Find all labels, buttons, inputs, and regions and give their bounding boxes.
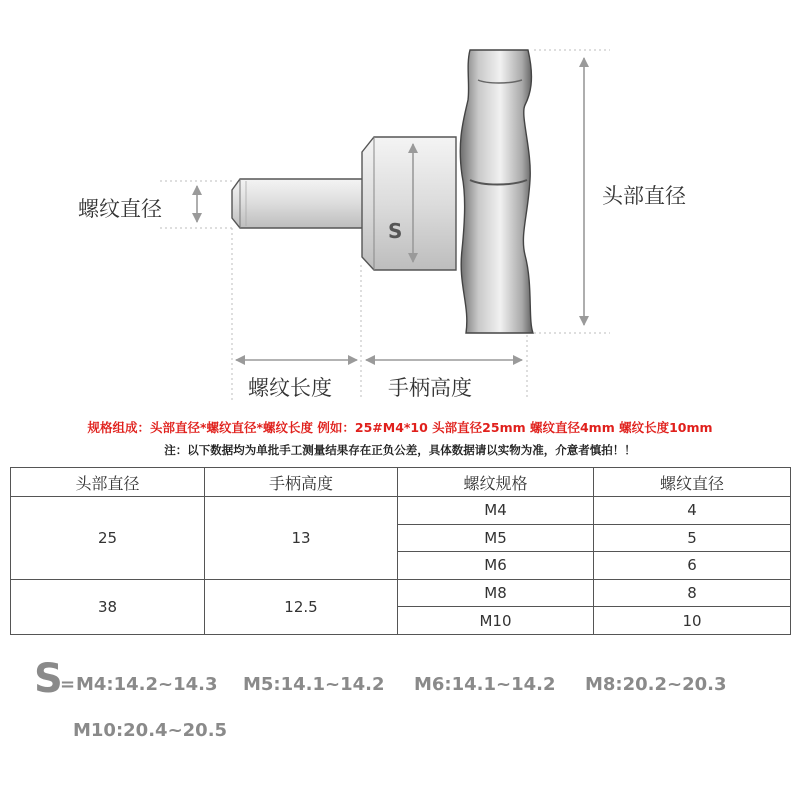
s-mark-label: S <box>388 219 403 243</box>
handle-height-cell: 13 <box>205 497 398 580</box>
thread-spec-cell: M8 <box>398 579 594 607</box>
header-thread-diameter: 螺纹直径 <box>594 468 791 497</box>
thread-spec-cell: M5 <box>398 524 594 552</box>
thread-length-label: 螺纹长度 <box>248 376 332 400</box>
s-equals: = <box>60 674 76 695</box>
s-value-m8: M8:20.2~20.3 <box>585 674 727 695</box>
spec-format-text: 规格组成：头部直径*螺纹直径*螺纹长度 例如：25#M4*10 头部直径25mm 螺纹直径4mm 螺纹长度10mm <box>87 420 713 435</box>
table-header-row <box>11 468 791 497</box>
thread-diameter-cell: 8 <box>594 579 791 607</box>
handle-height-cell: 12.5 <box>205 579 398 634</box>
head-diameter-label: 头部直径 <box>602 184 686 208</box>
handle-height-label: 手柄高度 <box>388 376 472 400</box>
s-value-m10: M10:20.4~20.5 <box>73 720 228 741</box>
thread-spec-cell: M6 <box>398 552 594 580</box>
thread-diameter-label: 螺纹直径 <box>78 197 162 221</box>
thread-diameter-cell: 6 <box>594 552 791 580</box>
s-symbol: S <box>34 656 63 702</box>
header-thread-spec: 螺纹规格 <box>398 468 594 497</box>
thread-diameter-cell: 4 <box>594 497 791 525</box>
head-diameter-cell: 38 <box>11 579 205 634</box>
handle-wing <box>460 50 533 333</box>
s-value-m5: M5:14.1~14.2 <box>243 674 385 695</box>
header-head-diameter: 头部直径 <box>11 468 205 497</box>
measurement-note: 注：以下数据均为单批手工测量结果存在正负公差，具体数据请以实物为准，介意者慎拍！！ <box>164 443 636 457</box>
thread-spec-cell: M4 <box>398 497 594 525</box>
table-row <box>11 579 791 607</box>
thread-diameter-cell: 10 <box>594 607 791 635</box>
thread-shaft <box>232 179 368 228</box>
spec-table <box>10 467 791 635</box>
collar <box>362 137 456 270</box>
head-diameter-cell: 25 <box>11 497 205 580</box>
s-value-m6: M6:14.1~14.2 <box>414 674 556 695</box>
thread-spec-cell: M10 <box>398 607 594 635</box>
table-row <box>11 497 791 525</box>
header-handle-height: 手柄高度 <box>205 468 398 497</box>
thread-diameter-cell: 5 <box>594 524 791 552</box>
s-value-m4: M4:14.2~14.3 <box>76 674 218 695</box>
